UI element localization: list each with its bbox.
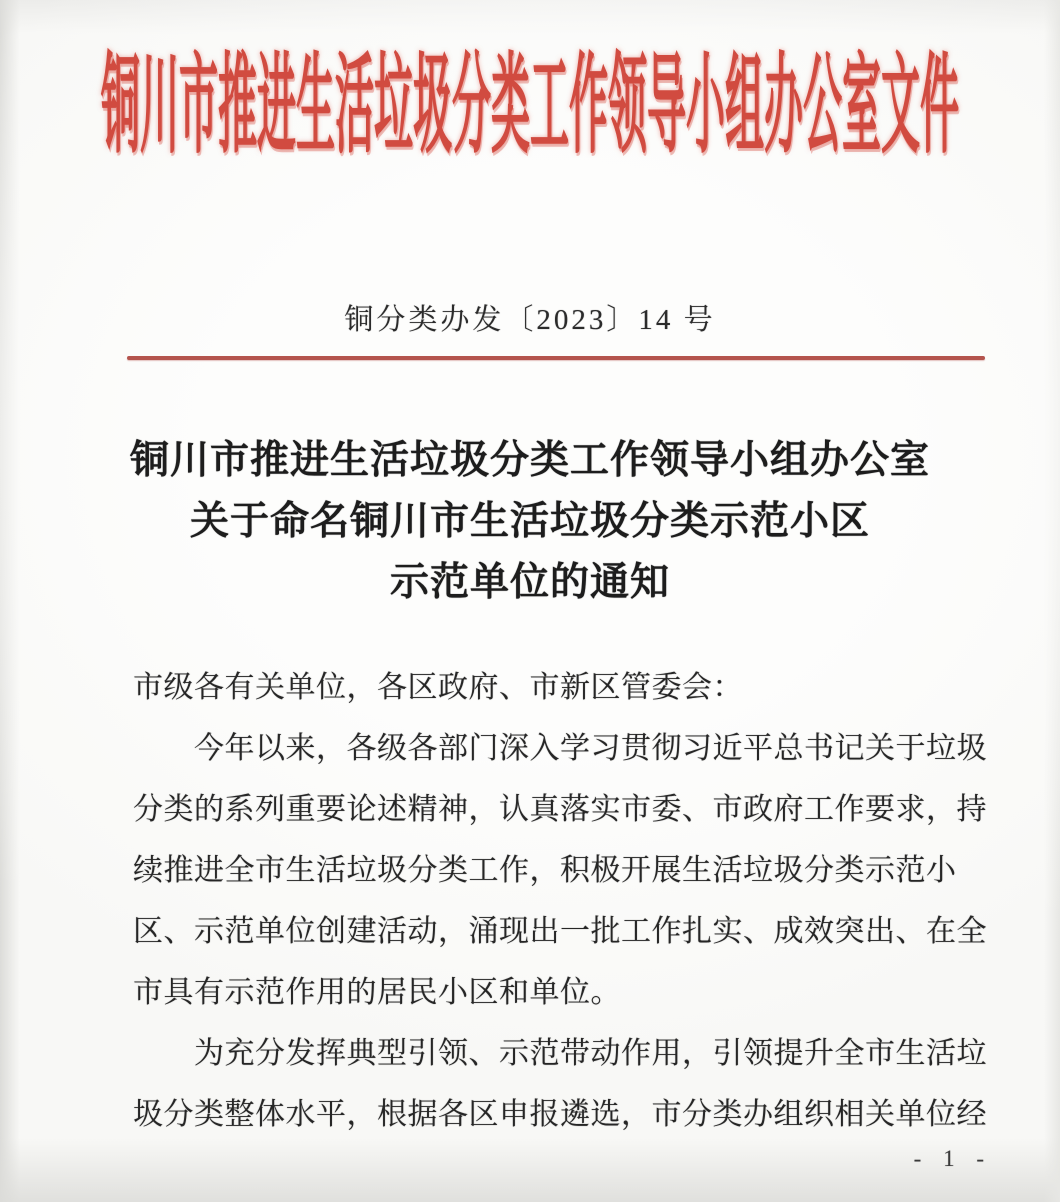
document-body <box>133 657 993 1145</box>
title-line-2: 关于命名铜川市生活垃圾分类示范小区 <box>189 500 870 543</box>
title-line-3: 示范单位的通知 <box>389 561 670 604</box>
body-line: 今年以来，各级各部门深入学习贯彻习近平总书记关于垃圾 <box>194 732 987 765</box>
body-line: 市具有示范作用的居民小区和单位。 <box>133 976 621 1009</box>
document-number: 铜分类办发〔2023〕14 号 <box>344 304 716 336</box>
red-divider-line <box>127 356 985 360</box>
body-line: 为充分发挥典型引领、示范带动作用，引领提升全市生活垃 <box>194 1037 987 1070</box>
body-salutation: 市级各有关单位，各区政府、市新区管委会： <box>133 671 743 704</box>
red-header-text: 铜川市推进生活垃圾分类工作领导小组办公室文件 <box>100 47 959 168</box>
body-line: 区、示范单位创建活动，涌现出一批工作扎实、成效突出、在全 <box>133 915 987 948</box>
red-header-banner <box>0 47 1060 169</box>
document-title <box>0 430 1060 613</box>
body-line: 分类的系列重要论述精神，认真落实市委、市政府工作要求，持 <box>133 793 987 826</box>
body-line: 圾分类整体水平，根据各区申报遴选，市分类办组织相关单位经 <box>133 1098 987 1131</box>
body-line: 续推进全市生活垃圾分类工作，积极开展生活垃圾分类示范小 <box>133 854 957 887</box>
title-line-1: 铜川市推进生活垃圾分类工作领导小组办公室 <box>129 439 930 482</box>
page-number: - 1 - <box>913 1146 992 1171</box>
